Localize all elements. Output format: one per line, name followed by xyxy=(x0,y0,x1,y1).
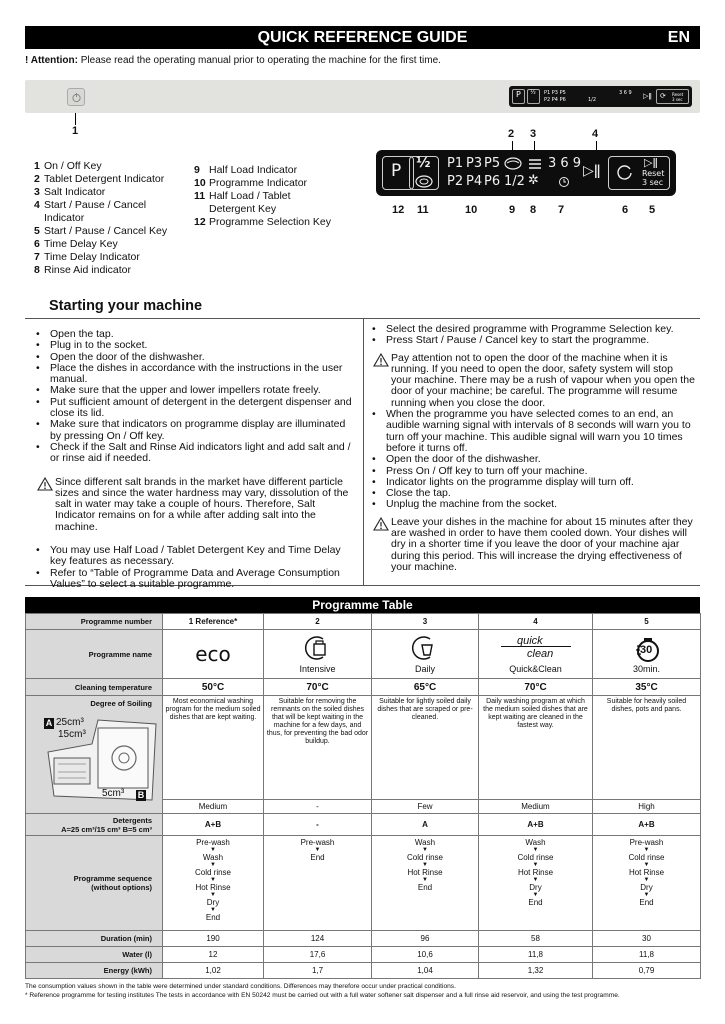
table-row xyxy=(26,630,701,679)
table-cell: 35°C xyxy=(593,679,701,696)
tablet-icon xyxy=(415,175,433,188)
table-row xyxy=(26,614,701,630)
p5-indicator: P5 xyxy=(484,156,501,171)
table-cell: Suitable for lightly soiled daily dishes that are scraped or pre-cleaned. xyxy=(372,696,479,800)
table-row xyxy=(26,696,701,800)
callout-7: 7 xyxy=(558,204,565,216)
sequence-step: End xyxy=(310,853,325,862)
dispenser-b-value: 5cm³ xyxy=(102,788,125,799)
instruction-item: • Unplug the machine from the socket. xyxy=(369,499,695,510)
sequence-arrow-icon: ▼ xyxy=(210,907,216,913)
instruction-item: • Place the dishes in accordance with the instructions in the user manual. xyxy=(33,363,355,386)
mini-progs-bottom: P2 P4 P6 xyxy=(544,97,566,103)
instruction-item: • Press On / Off key to turn off your machine. xyxy=(369,466,695,477)
legend-item xyxy=(194,216,354,229)
mini-reset-label: Reset xyxy=(672,92,684,97)
sequence-arrow-icon: ▼ xyxy=(210,862,216,868)
sequence-step: Dry xyxy=(640,883,653,892)
title-bar xyxy=(25,26,700,49)
legend-text: On / Off Key xyxy=(44,160,102,172)
legend-item xyxy=(34,251,184,264)
legend-text: Programme Selection Key xyxy=(209,216,331,228)
control-display xyxy=(376,150,676,196)
legend-num: 5 xyxy=(34,225,40,237)
table-cell: 70°C xyxy=(479,679,593,696)
control-panel-strip xyxy=(25,80,700,113)
legend-item xyxy=(34,160,184,173)
sequence-arrow-icon: ▼ xyxy=(314,847,321,853)
table-cell: 1,7 xyxy=(264,963,372,979)
mini-delay-label: 3 6 9 xyxy=(619,90,632,96)
sequence-step: Cold rinse xyxy=(406,853,443,862)
quick-text: quick xyxy=(517,635,543,647)
callout-9: 9 xyxy=(509,204,516,216)
table-cell: A+B xyxy=(479,814,593,836)
sequence-step: Wash xyxy=(414,838,436,847)
legend-num: 8 xyxy=(34,264,40,276)
row-label: Programme number xyxy=(26,614,163,630)
legend-text: Tablet Detergent Indicator xyxy=(44,173,165,185)
attention-note xyxy=(25,55,441,66)
starting-section xyxy=(25,318,700,590)
sequence-step: Hot Rinse xyxy=(517,868,554,877)
footnote: * Reference programme for testing institutes The tests in accordance with EN 50242 must be carried out with a full water softener salt dispenser and a full rinse aid reservoir, and using the test programme. xyxy=(25,992,620,999)
sequence-arrow-icon: ▼ xyxy=(643,892,650,898)
table-row xyxy=(26,679,701,696)
table-cell: 17,6 xyxy=(264,947,372,963)
table-cell: 96 xyxy=(372,931,479,947)
start-pause-key-icon: ▷ǁ xyxy=(644,156,658,169)
legend-num: 9 xyxy=(194,164,200,176)
instruction-item: • Select the desired programme with Programme Selection key. xyxy=(369,324,695,335)
legend-item xyxy=(34,199,159,225)
programme-name: 30min. xyxy=(632,664,660,674)
sequence-arrow-icon: ▼ xyxy=(532,862,539,868)
table-cell: A+B xyxy=(593,814,701,836)
instruction-item: • Plug in to the socket. xyxy=(33,340,355,351)
sequence-arrow-icon: ▼ xyxy=(532,847,539,853)
sequence-arrow-icon: ▼ xyxy=(210,877,216,883)
legend-num: 6 xyxy=(34,238,40,250)
rinse-aid-icon: ✲ xyxy=(528,173,539,188)
table-cell: 1,02 xyxy=(163,963,264,979)
language-code: EN xyxy=(667,29,690,46)
row-label xyxy=(26,814,163,836)
row-label: Programme name xyxy=(26,630,163,679)
instruction-item: • Make sure that the upper and lower impellers rotate freely. xyxy=(33,385,355,396)
legend-item xyxy=(194,164,354,177)
half-load-key-label: ½ xyxy=(416,155,431,171)
sequence-step: Cold rinse xyxy=(628,853,665,862)
table-cell: 5 xyxy=(593,614,701,630)
legend-left xyxy=(34,160,184,277)
attention-label: ! Attention: xyxy=(25,55,78,66)
programme-name: Intensive xyxy=(299,664,336,674)
time-delay-icon xyxy=(558,176,570,188)
left-column xyxy=(33,329,355,590)
sequence-arrow-icon: ▼ xyxy=(643,877,650,883)
legend-text: Salt Indicator xyxy=(44,186,106,198)
daily-icon xyxy=(410,634,440,662)
legend-text: Time Delay Key xyxy=(44,238,118,250)
table-cell: Daily washing program at which the medium soiled dishes that are kept waiting are cleaned in the fastest way. xyxy=(479,696,593,800)
mini-progs-top: P1 P3 P5 xyxy=(544,90,566,96)
programme-table-title: Programme Table xyxy=(25,597,700,613)
mini-timer-icon: ⟳ xyxy=(660,92,666,100)
legend-text: Half Load / Tablet Detergent Key xyxy=(209,190,291,215)
row-label xyxy=(26,836,163,931)
mini-half-label: ½ xyxy=(530,89,536,96)
callout-4: 4 xyxy=(592,128,599,140)
tablet-indicator-icon xyxy=(504,157,522,170)
legend-text: Half Load Indicator xyxy=(209,164,298,176)
legend-num: 10 xyxy=(194,177,206,189)
time-delay-key-icon xyxy=(616,164,634,182)
mini-display-panel xyxy=(509,86,692,107)
dispenser-b-badge: B xyxy=(137,790,145,800)
legend-text: Start / Pause / Cancel Indicator xyxy=(44,199,147,224)
door-warning xyxy=(369,353,695,409)
table-cell: 70°C xyxy=(264,679,372,696)
programme-name: Quick&Clean xyxy=(509,664,562,674)
table-cell: 1 Reference* xyxy=(163,614,264,630)
table-row xyxy=(26,814,701,836)
instruction-item: • When the programme you have selected comes to an end, an audible warning signal with intervals of 8 seconds will warn you to turn off your machine. This audible signal will warn you 10 times before it turns off. xyxy=(369,409,695,454)
legend-num: 4 xyxy=(34,199,40,211)
p4-indicator: P4 xyxy=(466,174,483,189)
table-cell: 2 xyxy=(264,614,372,630)
legend-num: 11 xyxy=(194,190,206,202)
callout-12: 12 xyxy=(392,204,405,216)
table-cell xyxy=(479,630,593,679)
table-cell: High xyxy=(593,800,701,814)
table-cell xyxy=(372,630,479,679)
sequence-cell xyxy=(372,836,479,931)
sequence-arrow-icon: ▼ xyxy=(210,847,216,853)
warning-text: Pay attention not to open the door of the machine when it is running. If you need to open the door, safety system will stop your machine. There may be a rush of vapour when you open the door of your machine; be careful. The programme will resume running when you close the door. xyxy=(391,351,695,409)
30-text: 30 xyxy=(640,644,653,656)
sequence-step: Cold rinse xyxy=(194,868,231,877)
table-cell: Few xyxy=(372,800,479,814)
sequence-cell xyxy=(479,836,593,931)
callout-8: 8 xyxy=(530,204,537,216)
instruction-item: • You may use Half Load / Tablet Detergent Key and Time Delay key features as necessary. xyxy=(33,545,355,568)
section-heading: Starting your machine xyxy=(49,298,203,314)
legend-item xyxy=(34,225,184,238)
warning-icon xyxy=(373,517,389,531)
sequence-label: Programme sequence xyxy=(73,874,152,883)
instruction-item: • Close the tap. xyxy=(369,488,695,499)
sequence-step: Hot Rinse xyxy=(628,868,665,877)
dispenser-a-value: 25cm³ xyxy=(56,717,84,728)
footnotes xyxy=(25,982,705,1000)
sequence-cell xyxy=(264,836,372,931)
legend-num: 1 xyxy=(34,160,40,172)
instruction-item: • Open the door of the dishwasher. xyxy=(369,454,695,465)
sequence-step: End xyxy=(639,898,654,907)
callout-6: 6 xyxy=(622,204,629,216)
mini-reset-time: 3 sec xyxy=(672,97,683,102)
table-row xyxy=(26,931,701,947)
callout-10: 10 xyxy=(465,204,478,216)
warning-text: Since different salt brands in the market have different particle sizes and since the water hardness may vary, dissolution of the salt in water may take a couple of hours. Therefore, Salt Indicator remains on for a while after adding salt into the machine. xyxy=(55,475,349,533)
sequence-arrow-icon: ▼ xyxy=(422,862,428,868)
legend-text: Programme Indicator xyxy=(209,177,308,189)
table-cell: 30 xyxy=(593,931,701,947)
programme-key-label: P xyxy=(391,161,402,181)
row-label: Cleaning temperature xyxy=(26,679,163,696)
sequence-arrow-icon: ▼ xyxy=(532,877,539,883)
sequence-arrow-icon: ▼ xyxy=(422,847,428,853)
salt-icon xyxy=(527,157,543,171)
legend-text: Rinse Aid indicator xyxy=(44,264,131,276)
instruction-item: • Refer to “Table of Programme Data and Average Consumption Values” to select a suitable programme. xyxy=(33,568,355,591)
warning-icon xyxy=(37,477,53,491)
reset-label: Reset xyxy=(642,169,665,178)
soiling-label: Degree of Soiling xyxy=(90,699,152,708)
instruction-item: • Open the door of the dishwasher. xyxy=(33,352,355,363)
reset-time-label: 3 sec xyxy=(642,178,664,187)
instruction-item: • Press Start / Pause / Cancel key to start the programme. xyxy=(369,335,695,346)
table-cell: Medium xyxy=(479,800,593,814)
legend-right xyxy=(194,164,354,229)
sequence-step: Wash xyxy=(202,853,224,862)
sequence-arrow-icon: ▼ xyxy=(643,847,650,853)
sequence-arrow-icon: ▼ xyxy=(422,877,428,883)
table-cell: 1,04 xyxy=(372,963,479,979)
table-cell: 0,79 xyxy=(593,963,701,979)
table-cell: Suitable for heavily soiled dishes, pots and pans. xyxy=(593,696,701,800)
row-label: Duration (min) xyxy=(26,931,163,947)
eco-icon: eco xyxy=(195,642,231,666)
table-cell: 1,32 xyxy=(479,963,593,979)
power-button-icon xyxy=(67,88,85,106)
instruction-item: • Open the tap. xyxy=(33,329,355,340)
table-row xyxy=(26,963,701,979)
intensive-icon xyxy=(303,634,333,662)
sequence-sub: (without options) xyxy=(91,883,152,892)
dispenser-diagram xyxy=(44,714,164,804)
table-cell: 11,8 xyxy=(479,947,593,963)
legend-num: 3 xyxy=(34,186,40,198)
detergents-label: Detergents xyxy=(112,815,152,825)
callout-5: 5 xyxy=(649,204,656,216)
warning-text: Leave your dishes in the machine for about 15 minutes after they are washed in order to have them cooled down. Your dishes will dry in a shorter time if you leave the door of your machine ajar during this period. This will increase the drying effectiveness of your machine. xyxy=(391,515,693,573)
dispenser-a-badge: A xyxy=(45,718,53,728)
instruction-item: • Indicator lights on the programme display will turn off. xyxy=(369,477,695,488)
legend-num: 12 xyxy=(194,216,206,228)
callout-line-1 xyxy=(75,113,76,125)
sequence-step: Pre-wash xyxy=(629,838,664,847)
table-cell: 58 xyxy=(479,931,593,947)
instruction-item: • Make sure that indicators on programme display are illuminated by pressing On / Off key. xyxy=(33,419,355,442)
sequence-step: Wash xyxy=(525,838,546,847)
programme-table xyxy=(25,613,701,979)
sequence-step: End xyxy=(417,883,433,892)
table-cell: 11,8 xyxy=(593,947,701,963)
cooling-warning xyxy=(369,517,695,573)
table-cell: 124 xyxy=(264,931,372,947)
sequence-step: Dry xyxy=(206,898,220,907)
sequence-step: Hot Rinse xyxy=(407,868,443,877)
legend-text: Start / Pause / Cancel Key xyxy=(44,225,168,237)
table-cell: 4 xyxy=(479,614,593,630)
p2-indicator: P2 xyxy=(447,174,464,189)
callout-1: 1 xyxy=(72,125,79,137)
warning-icon xyxy=(373,353,389,367)
callout-2: 2 xyxy=(508,128,515,140)
mini-start-icon: ▷ǁ xyxy=(643,92,652,100)
callout-3: 3 xyxy=(530,128,537,140)
30min-icon xyxy=(593,634,700,664)
page-title: QUICK REFERENCE GUIDE xyxy=(257,29,468,46)
attention-text: Please read the operating manual prior to operating the machine for the first time. xyxy=(80,55,441,66)
sequence-step: End xyxy=(528,898,543,907)
table-cell: Suitable for removing the remnants on the soiled dishes that will be kept waiting in the machine for a few days, and thus, for preventing the bad odor buildup. xyxy=(264,696,372,800)
table-cell: 3 xyxy=(372,614,479,630)
legend-item xyxy=(34,186,184,199)
legend-item xyxy=(194,177,354,190)
legend-item xyxy=(34,264,184,277)
sequence-step: Pre-wash xyxy=(196,838,230,847)
right-column xyxy=(369,324,695,573)
clean-text: clean xyxy=(527,648,554,660)
sequence-arrow-icon: ▼ xyxy=(210,892,216,898)
footnote: The consumption values shown in the table were determined under standard conditions. Differences may therefore occur under practical conditions. xyxy=(25,983,456,990)
sequence-step: Dry xyxy=(529,883,542,892)
programme-name: Daily xyxy=(414,664,435,674)
instruction-item: • Check if the Salt and Rinse Aid indicators light and add salt and / or rinse aid if needed. xyxy=(33,442,355,465)
detergents-sub: A=25 cm³/15 cm³ B=5 cm³ xyxy=(61,824,152,834)
p1-indicator: P1 xyxy=(447,156,464,171)
legend-item xyxy=(194,190,314,216)
row-label xyxy=(26,696,163,814)
half-load-indicator: 1/2 xyxy=(504,174,525,189)
table-cell: - xyxy=(264,814,372,836)
table-row xyxy=(26,836,701,931)
legend-text: Time Delay Indicator xyxy=(44,251,140,263)
sequence-step: Hot Rinse xyxy=(195,883,231,892)
time-delay-label: 3 6 9 xyxy=(548,156,582,171)
p6-indicator: P6 xyxy=(484,174,501,189)
dispenser-a-value2: 15cm³ xyxy=(58,729,86,740)
instruction-item: • Put sufficient amount of detergent in the detergent dispenser and close its lid. xyxy=(33,397,355,420)
row-label: Energy (kWh) xyxy=(26,963,163,979)
table-cell: 190 xyxy=(163,931,264,947)
table-cell xyxy=(264,630,372,679)
table-cell xyxy=(163,630,264,679)
sequence-arrow-icon: ▼ xyxy=(532,892,539,898)
table-cell: 65°C xyxy=(372,679,479,696)
table-cell: A+B xyxy=(163,814,264,836)
quick-clean-line xyxy=(501,646,571,647)
legend-item xyxy=(34,238,184,251)
table-cell: 50°C xyxy=(163,679,264,696)
sequence-step: Cold rinse xyxy=(517,853,554,862)
p3-indicator: P3 xyxy=(466,156,483,171)
quick-clean-icon xyxy=(479,634,592,664)
start-pause-indicator-icon: ▷ǁ xyxy=(583,163,601,179)
sequence-step: Pre-wash xyxy=(300,838,335,847)
column-divider xyxy=(363,319,364,585)
sequence-cell xyxy=(593,836,701,931)
table-cell: Most economical washing program for the medium soiled dishes that are kept waiting. xyxy=(163,696,264,800)
row-label: Water (l) xyxy=(26,947,163,963)
sequence-cell xyxy=(163,836,264,931)
mini-p-label: P xyxy=(516,90,521,99)
mini-half-load: 1/2 xyxy=(588,97,597,103)
sequence-step: End xyxy=(205,913,221,922)
table-cell xyxy=(593,630,701,679)
table-row xyxy=(26,947,701,963)
salt-warning xyxy=(33,477,355,533)
callout-11: 11 xyxy=(417,204,429,216)
table-cell: 10,6 xyxy=(372,947,479,963)
table-cell: A xyxy=(372,814,479,836)
table-cell: Medium xyxy=(163,800,264,814)
legend-item xyxy=(34,173,184,186)
sequence-arrow-icon: ▼ xyxy=(643,862,650,868)
table-cell: 12 xyxy=(163,947,264,963)
table-cell: - xyxy=(264,800,372,814)
legend-num: 2 xyxy=(34,173,40,185)
legend-num: 7 xyxy=(34,251,40,263)
